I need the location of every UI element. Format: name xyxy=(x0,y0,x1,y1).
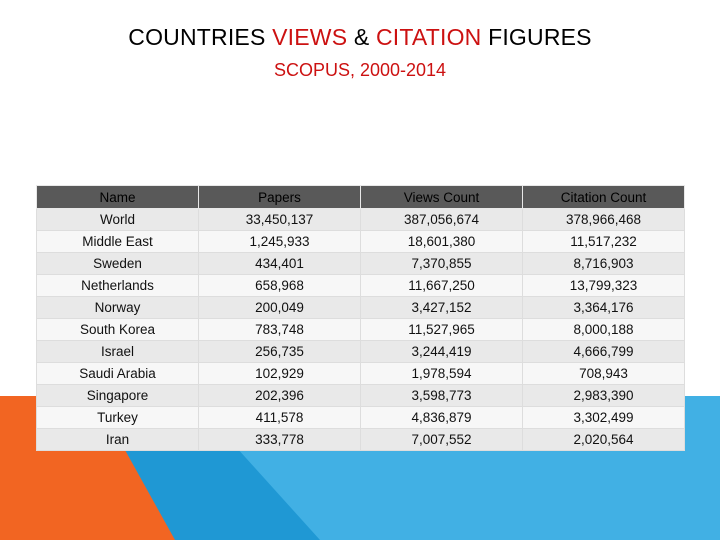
papers-cell: 783,748 xyxy=(199,319,361,341)
table-row xyxy=(37,385,685,407)
header-views-count: Views Count xyxy=(361,186,523,209)
table-row xyxy=(37,319,685,341)
papers-cell: 202,396 xyxy=(199,385,361,407)
title-part: COUNTRIES xyxy=(128,24,273,50)
name-cell: Saudi Arabia xyxy=(37,363,199,385)
views-count-cell: 1,978,594 xyxy=(361,363,523,385)
views-count-cell: 4,836,879 xyxy=(361,407,523,429)
papers-cell: 256,735 xyxy=(199,341,361,363)
papers-cell: 658,968 xyxy=(199,275,361,297)
papers-cell: 102,929 xyxy=(199,363,361,385)
citation-count-cell: 11,517,232 xyxy=(523,231,685,253)
page-subtitle: SCOPUS, 2000-2014 xyxy=(273,60,447,80)
table-row xyxy=(37,341,685,363)
views-count-cell: 11,527,965 xyxy=(361,319,523,341)
title-part: & xyxy=(347,24,376,50)
header-papers: Papers xyxy=(199,186,361,209)
name-cell: Netherlands xyxy=(37,275,199,297)
papers-cell: 33,450,137 xyxy=(199,209,361,231)
name-cell: Israel xyxy=(37,341,199,363)
citation-count-cell: 4,666,799 xyxy=(523,341,685,363)
citation-count-cell: 708,943 xyxy=(523,363,685,385)
table-row xyxy=(37,407,685,429)
citation-count-cell: 3,364,176 xyxy=(523,297,685,319)
table-header-row xyxy=(37,186,685,209)
name-cell: Norway xyxy=(37,297,199,319)
citation-count-cell: 8,000,188 xyxy=(523,319,685,341)
papers-cell: 411,578 xyxy=(199,407,361,429)
citation-count-cell: 3,302,499 xyxy=(523,407,685,429)
views-count-cell: 387,056,674 xyxy=(361,209,523,231)
papers-cell: 434,401 xyxy=(199,253,361,275)
views-count-cell: 3,598,773 xyxy=(361,385,523,407)
papers-cell: 1,245,933 xyxy=(199,231,361,253)
citation-count-cell: 13,799,323 xyxy=(523,275,685,297)
views-count-cell: 3,427,152 xyxy=(361,297,523,319)
views-count-cell: 18,601,380 xyxy=(361,231,523,253)
table-row xyxy=(37,297,685,319)
header-citation-count: Citation Count xyxy=(523,186,685,209)
views-count-cell: 7,007,552 xyxy=(361,429,523,451)
citation-count-cell: 2,983,390 xyxy=(523,385,685,407)
name-cell: South Korea xyxy=(37,319,199,341)
table-row xyxy=(37,209,685,231)
citation-count-cell: 378,966,468 xyxy=(523,209,685,231)
views-count-cell: 11,667,250 xyxy=(361,275,523,297)
name-cell: Sweden xyxy=(37,253,199,275)
header-name: Name xyxy=(37,186,199,209)
citation-count-cell: 2,020,564 xyxy=(523,429,685,451)
name-cell: World xyxy=(37,209,199,231)
title-part: FIGURES xyxy=(481,24,592,50)
name-cell: Singapore xyxy=(37,385,199,407)
table-row xyxy=(37,429,685,451)
table-row xyxy=(37,275,685,297)
table-row xyxy=(37,253,685,275)
name-cell: Turkey xyxy=(37,407,199,429)
papers-cell: 333,778 xyxy=(199,429,361,451)
name-cell: Middle East xyxy=(37,231,199,253)
table-row xyxy=(37,363,685,385)
title-accent-views: VIEWS xyxy=(272,24,348,50)
table-row xyxy=(37,231,685,253)
name-cell: Iran xyxy=(37,429,199,451)
page-title xyxy=(0,24,720,51)
citation-count-cell: 8,716,903 xyxy=(523,253,685,275)
views-count-cell: 7,370,855 xyxy=(361,253,523,275)
title-accent-citation: CITATION xyxy=(375,24,482,50)
countries-table xyxy=(36,185,685,451)
views-count-cell: 3,244,419 xyxy=(361,341,523,363)
papers-cell: 200,049 xyxy=(199,297,361,319)
